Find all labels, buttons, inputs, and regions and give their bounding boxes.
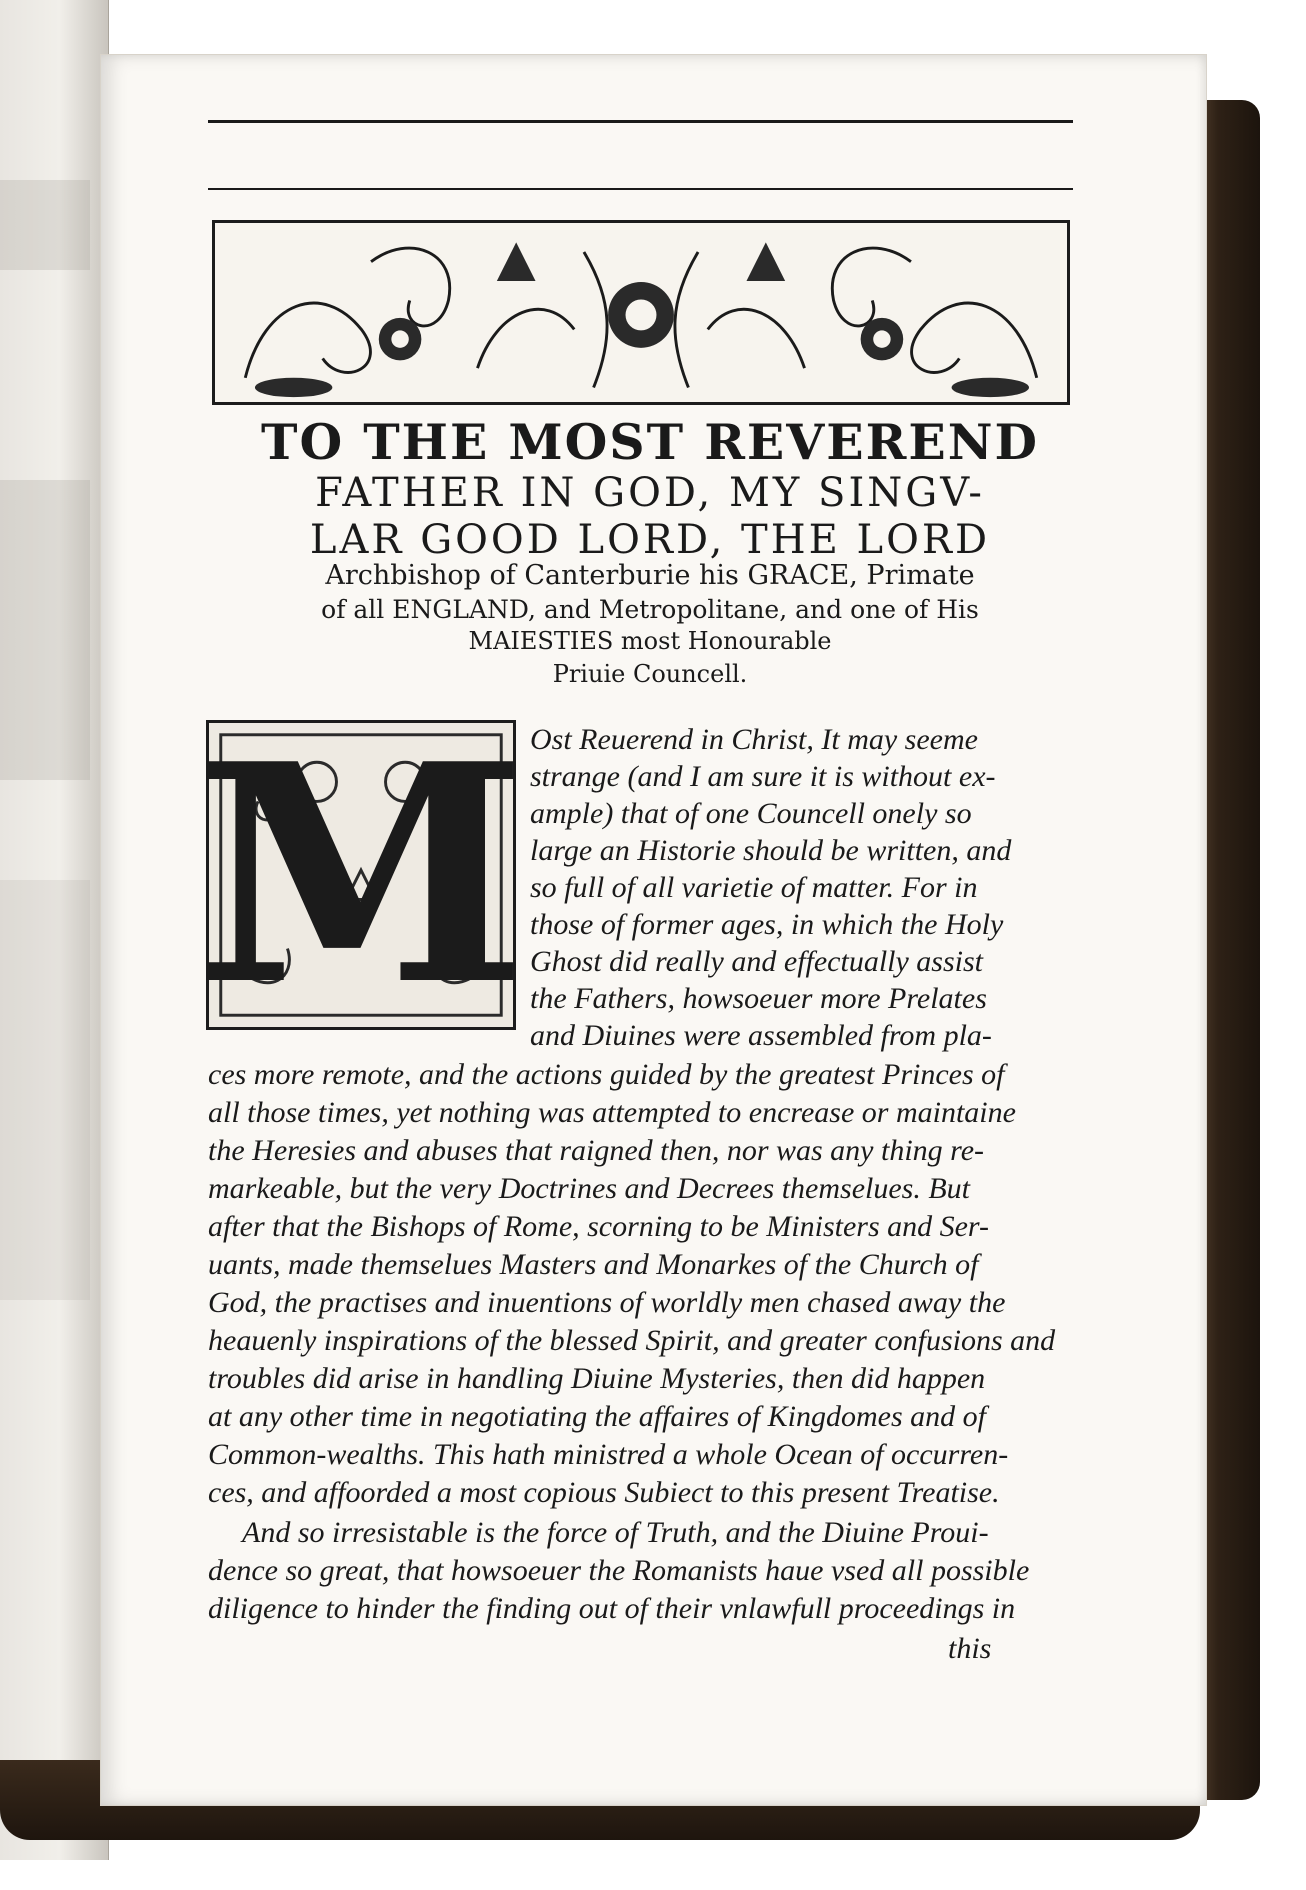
show-through-text bbox=[0, 880, 90, 1300]
show-through-ornament bbox=[0, 180, 90, 270]
body-line: large an Historie should be written, and bbox=[530, 834, 1012, 867]
body-line: the Fathers, howsoeuer more Prelates bbox=[530, 982, 987, 1015]
left-page bbox=[0, 0, 109, 1860]
body-line: And so irresistable is the force of Truth, and the Diuine Proui- bbox=[242, 1516, 989, 1549]
show-through-dropcap bbox=[0, 480, 90, 780]
heading-line-1: TO THE MOST REVEREND bbox=[261, 413, 1039, 471]
top-rule bbox=[208, 120, 1073, 123]
second-rule bbox=[208, 188, 1073, 190]
heading-line-4: Archbishop of Canterburie his GRACE, Primate bbox=[325, 560, 975, 591]
body-line: at any other time in negotiating the affaires of Kingdomes and of bbox=[208, 1400, 986, 1433]
decorated-initial bbox=[194, 698, 528, 1051]
body-line: strange (and I am sure it is without ex- bbox=[530, 760, 996, 793]
body-line: ces more remote, and the actions guided by the greatest Princes of bbox=[208, 1058, 1005, 1091]
body-line: diligence to hinder the finding out of their vnlawfull proceedings in bbox=[208, 1592, 1016, 1625]
body-line: markeable, but the very Doctrines and Decrees themselues. But bbox=[208, 1172, 970, 1205]
body-line: ces, and affoorded a most copious Subiect to this present Treatise. bbox=[208, 1476, 1000, 1509]
body-line: so full of all varietie of matter. For in bbox=[530, 871, 978, 904]
body-line: ample) that of one Councell onely so bbox=[530, 797, 972, 830]
heading-line-2: FATHER IN GOD, MY SINGV- bbox=[315, 470, 985, 516]
body-line: those of former ages, in which the Holy bbox=[530, 908, 1004, 941]
body-line: dence so great, that howsoeuer the Romanists haue vsed all possible bbox=[208, 1554, 1030, 1587]
heading-line-6: MAIESTIES most Honourable bbox=[468, 627, 832, 655]
heading-line-5: of all ENGLAND, and Metropolitane, and one of His bbox=[321, 595, 979, 624]
body-line: after that the Bishops of Rome, scorning to be Ministers and Ser- bbox=[208, 1210, 989, 1243]
body-line: the Heresies and abuses that raigned then, nor was any thing re- bbox=[208, 1134, 985, 1167]
initial-letter: M bbox=[194, 698, 528, 1051]
headpiece-ornament bbox=[212, 220, 1070, 405]
ornament-art bbox=[215, 223, 1067, 402]
body-line: Ghost did really and effectually assist bbox=[530, 945, 984, 978]
body-line: heauenly inspirations of the blessed Spirit, and greater confusions and bbox=[208, 1324, 1056, 1357]
body-line: and Diuines were assembled from pla- bbox=[530, 1019, 992, 1052]
body-line: Ost Reuerend in Christ, It may seeme bbox=[530, 723, 978, 756]
body-line: troubles did arise in handling Diuine Mysteries, then did happen bbox=[208, 1362, 986, 1395]
catchword: this bbox=[948, 1632, 992, 1665]
heading-line-7: Priuie Councell. bbox=[552, 660, 748, 688]
body-line: all those times, yet nothing was attempted to encrease or maintaine bbox=[208, 1096, 1016, 1129]
heading-line-3: LAR GOOD LORD, THE LORD bbox=[309, 517, 991, 563]
body-line: God, the practises and inuentions of worldly men chased away the bbox=[208, 1286, 1006, 1319]
body-line: uants, made themselues Masters and Monarkes of the Church of bbox=[208, 1248, 979, 1281]
body-line: Common-wealths. This hath ministred a whole Ocean of occurren- bbox=[208, 1438, 1009, 1471]
